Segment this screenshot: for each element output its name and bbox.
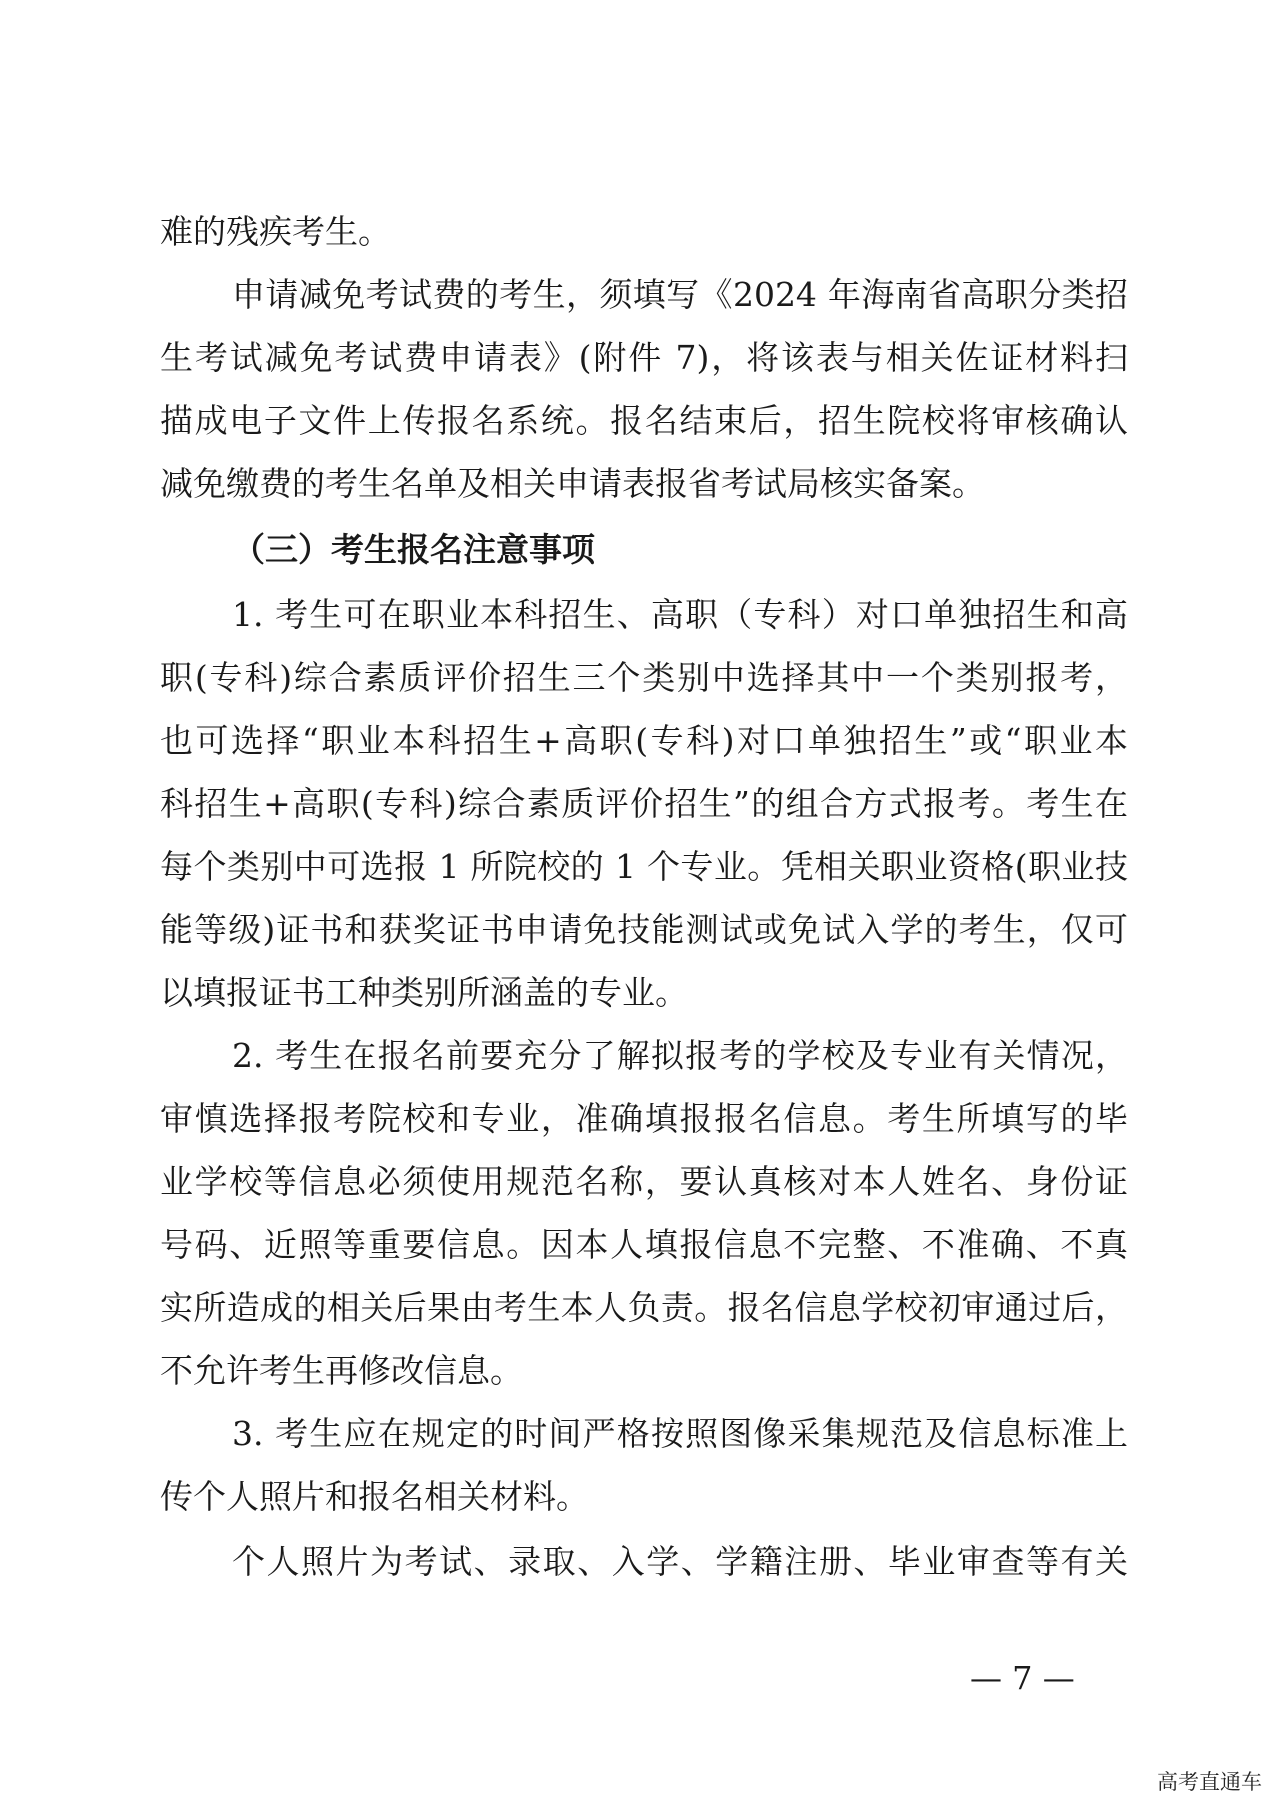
- text-line: 难的残疾考生。: [160, 212, 391, 251]
- section-heading: （三）考生报名注意事项: [232, 530, 595, 569]
- text-line: 能等级)证书和获奖证书申请免技能测试或免试入学的考生，仅可: [160, 910, 1128, 949]
- text-line: 每个类别中可选报 1 所院校的 1 个专业。凭相关职业资格(职业技: [160, 847, 1128, 886]
- text-line: 实所造成的相关后果由考生本人负责。报名信息学校初审通过后，: [160, 1288, 1128, 1327]
- text-line: 2. 考生在报名前要充分了解拟报考的学校及专业有关情况，: [232, 1036, 1128, 1075]
- text-line: 生考试减免考试费申请表》(附件 7)，将该表与相关佐证材料扫: [160, 338, 1128, 377]
- text-line: 业学校等信息必须使用规范名称，要认真核对本人姓名、身份证: [160, 1162, 1128, 1201]
- text-line: 职(专科)综合素质评价招生三个类别中选择其中一个类别报考，: [160, 658, 1128, 697]
- text-line: 1. 考生可在职业本科招生、高职（专科）对口单独招生和高: [232, 595, 1128, 634]
- text-line: 审慎选择报考院校和专业，准确填报报名信息。考生所填写的毕: [160, 1099, 1128, 1138]
- text-line: 3. 考生应在规定的时间严格按照图像采集规范及信息标准上: [232, 1414, 1128, 1453]
- text-line: 科招生+高职(专科)综合素质评价招生”的组合方式报考。考生在: [160, 784, 1128, 823]
- page-number: — 7 —: [970, 1659, 1075, 1697]
- text-line: 申请减免考试费的考生，须填写《2024 年海南省高职分类招: [232, 275, 1128, 314]
- text-line: 以填报证书工种类别所涵盖的专业。: [160, 973, 688, 1012]
- text-line: 也可选择“职业本科招生+高职(专科)对口单独招生”或“职业本: [160, 721, 1128, 760]
- text-line: 减免缴费的考生名单及相关申请表报省考试局核实备案。: [160, 464, 985, 503]
- watermark-label: 高考直通车: [1157, 1770, 1262, 1794]
- text-line: 个人照片为考试、录取、入学、学籍注册、毕业审查等有关: [232, 1542, 1128, 1581]
- text-line: 描成电子文件上传报名系统。报名结束后，招生院校将审核确认: [160, 401, 1128, 440]
- text-line: 传个人照片和报名相关材料。: [160, 1477, 589, 1516]
- text-line: 号码、近照等重要信息。因本人填报信息不完整、不准确、不真: [160, 1225, 1128, 1264]
- text-line: 不允许考生再修改信息。: [160, 1351, 523, 1390]
